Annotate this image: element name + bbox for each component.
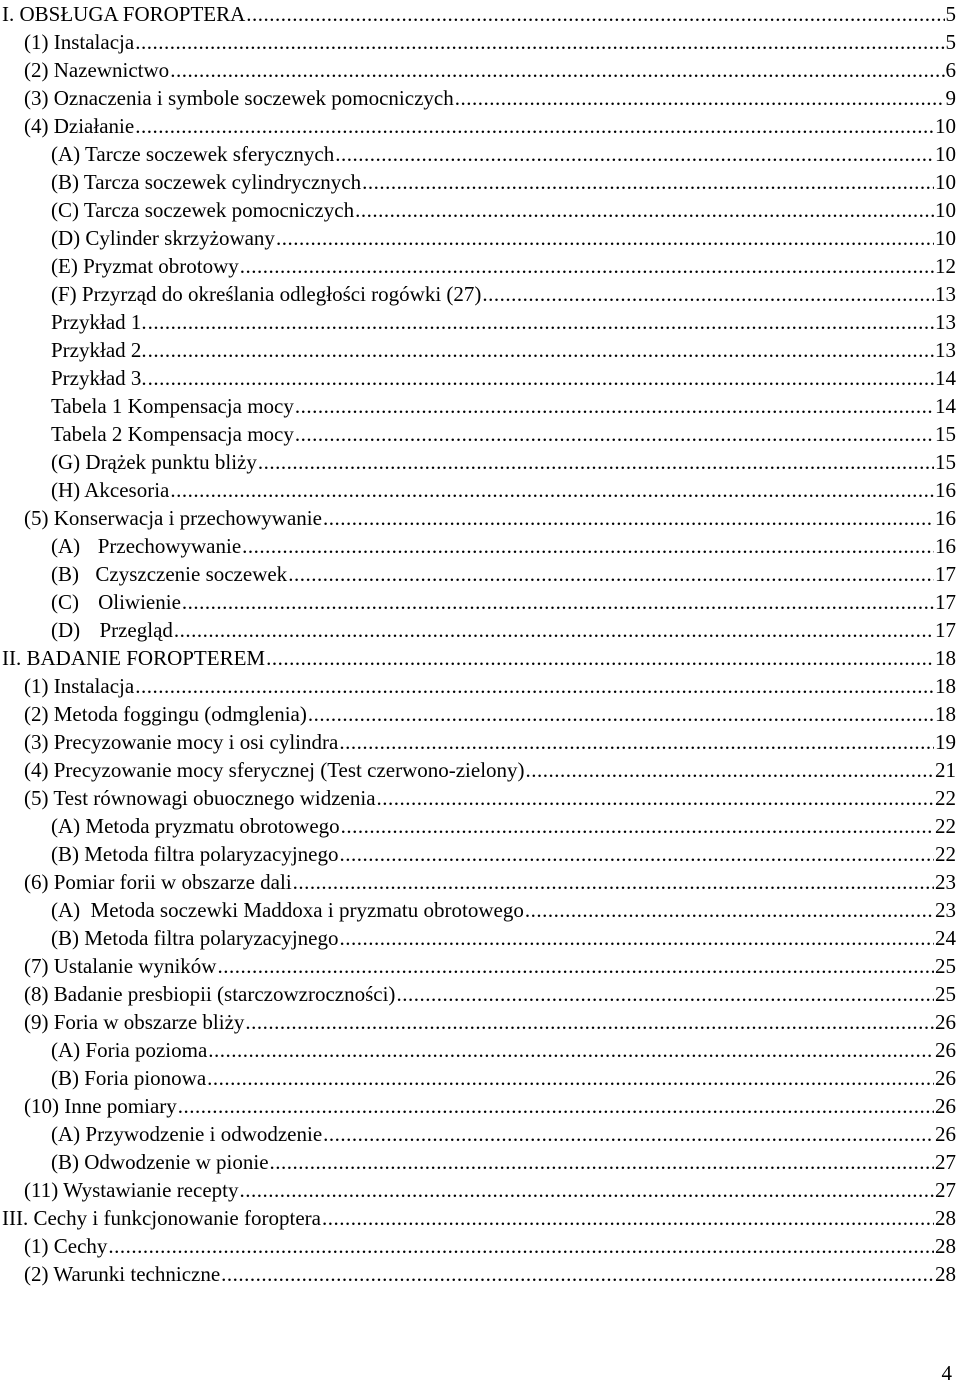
toc-entry-page: 22 [935, 786, 956, 810]
toc-entry[interactable] [24, 980, 956, 1008]
toc-entry-page: 14 [935, 394, 956, 418]
toc-leader-dots [148, 364, 934, 392]
toc-entry-page: 17 [935, 562, 956, 586]
toc-leader-dots [245, 1008, 934, 1036]
toc-leader-dots [217, 952, 934, 980]
toc-entry-title: (9) Foria w obszarze bliży [24, 1010, 245, 1034]
toc-entry-page: 13 [935, 338, 956, 362]
toc-entry-title: Przykład 3. [51, 366, 147, 390]
toc-entry-page: 13 [935, 282, 956, 306]
toc-leader-dots [240, 252, 934, 280]
toc-leader-dots [182, 588, 934, 616]
toc-entry-page: 18 [935, 702, 956, 726]
toc-leader-dots [322, 1204, 934, 1232]
toc-entry-page: 10 [935, 170, 956, 194]
toc-entry-title: (2) Metoda foggingu (odmglenia) [24, 702, 307, 726]
toc-entry-page: 16 [935, 478, 956, 502]
toc-entry-title: (C) Tarcza soczewek pomocniczych [51, 198, 355, 222]
toc-entry-title: (5) Test równowagi obuocznego widzenia [24, 786, 376, 810]
toc-entry-page: 16 [935, 534, 956, 558]
toc-entry-title: Tabela 1 Kompensacja mocy [51, 394, 294, 418]
toc-entry-page: 26 [935, 1122, 956, 1146]
toc-entry-page: 26 [935, 1010, 956, 1034]
toc-leader-dots [148, 308, 934, 336]
toc-entry-page: 26 [935, 1038, 956, 1062]
toc-entry-page: 22 [935, 842, 956, 866]
toc-entry-title: (H) Akcesoria [51, 478, 170, 502]
toc-leader-dots [135, 112, 934, 140]
toc-entry-page: 18 [935, 674, 956, 698]
toc-entry-page: 28 [935, 1206, 956, 1230]
toc-entry[interactable] [51, 280, 956, 308]
toc-entry-page: 16 [935, 506, 956, 530]
toc-leader-dots [135, 672, 934, 700]
toc-leader-dots [276, 224, 934, 252]
toc-entry-page: 12 [935, 254, 956, 278]
toc-leader-dots [207, 1064, 934, 1092]
toc-entry-title: (11) Wystawianie recepty [24, 1178, 239, 1202]
toc-entry-title: (4) Precyzowanie mocy sferycznej (Test czerwono-zielony) [24, 758, 525, 782]
toc-entry[interactable] [24, 112, 956, 140]
toc-entry-title: (B) Odwodzenie w pionie [51, 1150, 269, 1174]
toc-entry-title: (A) Przywodzenie i odwodzenie [51, 1122, 323, 1146]
toc-entry-page: 17 [935, 618, 956, 642]
toc-entry[interactable] [51, 812, 956, 840]
toc-entry[interactable] [24, 1008, 956, 1036]
toc-entry[interactable] [51, 616, 956, 644]
toc-entry-title: Przegląd [99, 618, 173, 642]
toc-entry[interactable] [24, 1232, 956, 1260]
toc-leader-dots [258, 448, 934, 476]
toc-entry-page: 9 [945, 86, 956, 110]
toc-leader-dots [482, 280, 934, 308]
toc-entry[interactable] [51, 896, 956, 924]
toc-entry-page: 22 [935, 814, 956, 838]
toc-entry-title: (3) Oznaczenia i symbole soczewek pomocniczych [24, 86, 454, 110]
toc-entry-page: 27 [935, 1150, 956, 1174]
toc-leader-dots [295, 392, 934, 420]
toc-leader-dots [293, 868, 934, 896]
toc-entry[interactable] [51, 560, 956, 588]
toc-leader-dots [174, 616, 934, 644]
toc-entry-title: Metoda soczewki Maddoxa i pryzmatu obrotowego [90, 898, 524, 922]
toc-entry-title: (B) Metoda filtra polaryzacyjnego [51, 926, 339, 950]
toc-entry-title: Przechowywanie [97, 534, 242, 558]
toc-leader-dots [295, 420, 934, 448]
toc-entry[interactable] [51, 588, 956, 616]
toc-entry[interactable] [51, 1036, 956, 1064]
toc-entry-title: (A) Tarcze soczewek sferycznych [51, 142, 335, 166]
toc-entry[interactable] [24, 672, 956, 700]
toc-entry-title: Oliwienie [98, 590, 181, 614]
toc-entry-title: III. Cechy i funkcjonowanie foroptera [2, 1206, 321, 1230]
toc-leader-dots [323, 504, 934, 532]
toc-leader-dots [208, 1036, 934, 1064]
toc-entry-title: (E) Pryzmat obrotowy [51, 254, 239, 278]
toc-entry-number: (A) [51, 534, 81, 558]
toc-entry[interactable] [51, 1120, 956, 1148]
toc-entry-title: II. BADANIE FOROPTEREM [2, 646, 266, 670]
toc-entry-page: 15 [935, 450, 956, 474]
toc-entry-number: (A) [51, 898, 81, 922]
toc-entry[interactable] [51, 420, 956, 448]
toc-entry-title: Czyszczenie soczewek [95, 562, 288, 586]
toc-entry[interactable] [51, 336, 956, 364]
toc-entry-title: (A) Foria pozioma [51, 1038, 208, 1062]
toc-entry-number: (B) [51, 562, 79, 586]
toc-entry-page: 24 [935, 926, 956, 950]
toc-leader-dots [108, 1232, 934, 1260]
toc-entry-title: (B) Metoda filtra polaryzacyjnego [51, 842, 339, 866]
toc-entry-title: (8) Badanie presbiopii (starczowzroczności) [24, 982, 396, 1006]
toc-entry[interactable] [51, 392, 956, 420]
toc-entry-number: (D) [51, 618, 81, 642]
toc-entry-title: (7) Ustalanie wyników [24, 954, 217, 978]
toc-leader-dots [178, 1092, 934, 1120]
toc-entry-page: 25 [935, 954, 956, 978]
toc-entry[interactable] [51, 224, 956, 252]
toc-entry[interactable] [24, 28, 956, 56]
toc-leader-dots [288, 560, 934, 588]
toc-entry[interactable] [51, 140, 956, 168]
toc-entry[interactable] [51, 448, 956, 476]
toc-leader-dots [339, 840, 934, 868]
toc-entry[interactable] [51, 1148, 956, 1176]
toc-entry-title: Przykład 1. [51, 310, 147, 334]
toc-entry[interactable] [24, 700, 956, 728]
toc-leader-dots [266, 644, 934, 672]
toc-entry[interactable] [51, 168, 956, 196]
toc-leader-dots [377, 784, 934, 812]
toc-entry-title: (1) Instalacja [24, 30, 135, 54]
toc-leader-dots [308, 700, 934, 728]
toc-entry-page: 17 [935, 590, 956, 614]
toc-leader-dots [339, 728, 934, 756]
toc-leader-dots [396, 980, 934, 1008]
toc-entry-page: 5 [945, 2, 956, 26]
toc-entry-page: 23 [935, 898, 956, 922]
toc-entry-page: 25 [935, 982, 956, 1006]
toc-entry[interactable] [24, 756, 956, 784]
toc-entry[interactable] [24, 868, 956, 896]
toc-leader-dots [242, 532, 934, 560]
toc-entry-page: 15 [935, 422, 956, 446]
toc-entry-page: 10 [935, 226, 956, 250]
toc-entry-title: (1) Instalacja [24, 674, 135, 698]
toc-entry[interactable] [24, 1092, 956, 1120]
toc-leader-dots [323, 1120, 934, 1148]
toc-entry-number: (C) [51, 590, 79, 614]
toc-leader-dots [170, 56, 944, 84]
toc-entry[interactable] [51, 252, 956, 280]
toc-leader-dots [170, 476, 934, 504]
toc-entry[interactable] [51, 476, 956, 504]
toc-entry-title: I. OBSŁUGA FOROPTERA [2, 2, 246, 26]
toc-entry[interactable] [24, 84, 956, 112]
toc-entry-page: 10 [935, 142, 956, 166]
toc-entry-page: 28 [935, 1262, 956, 1286]
toc-entry[interactable] [24, 56, 956, 84]
toc-entry-page: 26 [935, 1094, 956, 1118]
toc-entry[interactable] [2, 644, 956, 672]
toc-entry-page: 6 [945, 58, 956, 82]
toc-entry-title: (10) Inne pomiary [24, 1094, 177, 1118]
toc-entry-title: (3) Precyzowanie mocy i osi cylindra [24, 730, 339, 754]
toc-entry[interactable] [51, 840, 956, 868]
toc-entry[interactable] [24, 1260, 956, 1288]
toc-entry-title: (B) Foria pionowa [51, 1066, 207, 1090]
toc-entry[interactable] [51, 532, 956, 560]
toc-entry-title: (G) Drążek punktu bliży [51, 450, 257, 474]
toc-entry-page: 10 [935, 198, 956, 222]
toc-entry-title: (B) Tarcza soczewek cylindrycznych [51, 170, 362, 194]
toc-entry[interactable] [2, 1204, 956, 1232]
toc-entry-title: Tabela 2 Kompensacja mocy [51, 422, 294, 446]
toc-leader-dots [362, 168, 934, 196]
toc-entry[interactable] [24, 952, 956, 980]
toc-leader-dots [221, 1260, 934, 1288]
toc-leader-dots [135, 28, 944, 56]
toc-entry-title: (2) Nazewnictwo [24, 58, 170, 82]
toc-entry-page: 23 [935, 870, 956, 894]
toc-entry-title: (D) Cylinder skrzyżowany [51, 226, 275, 250]
toc-leader-dots [239, 1176, 934, 1204]
toc-entry[interactable] [24, 504, 956, 532]
toc-leader-dots [341, 812, 934, 840]
toc-entry-title: (A) Metoda pryzmatu obrotowego [51, 814, 340, 838]
toc-entry[interactable] [24, 728, 956, 756]
toc-leader-dots [355, 196, 934, 224]
toc-entry[interactable] [2, 0, 956, 28]
toc-leader-dots [455, 84, 945, 112]
toc-entry-title: (1) Cechy [24, 1234, 108, 1258]
toc-entry-page: 5 [945, 30, 956, 54]
toc-entry[interactable] [51, 308, 956, 336]
toc-entry-page: 13 [935, 310, 956, 334]
toc-entry-title: (6) Pomiar forii w obszarze dali [24, 870, 292, 894]
toc-entry[interactable] [51, 196, 956, 224]
toc-leader-dots [526, 756, 934, 784]
toc-entry-title: (4) Działanie [24, 114, 135, 138]
toc-entry-page: 10 [935, 114, 956, 138]
toc-entry[interactable] [51, 924, 956, 952]
toc-entry-page: 26 [935, 1066, 956, 1090]
toc-leader-dots [335, 140, 934, 168]
toc-entry[interactable] [24, 784, 956, 812]
toc-entry-page: 28 [935, 1234, 956, 1258]
toc-entry-title: Przykład 2. [51, 338, 147, 362]
toc-entry-page: 21 [935, 758, 956, 782]
toc-leader-dots [246, 0, 944, 28]
toc-entry[interactable] [51, 1064, 956, 1092]
toc-entry-page: 27 [935, 1178, 956, 1202]
toc-leader-dots [339, 924, 934, 952]
toc-entry[interactable] [51, 364, 956, 392]
toc-entry-page: 14 [935, 366, 956, 390]
toc-leader-dots [270, 1148, 934, 1176]
toc-entry[interactable] [24, 1176, 956, 1204]
toc-entry-title: (2) Warunki techniczne [24, 1262, 221, 1286]
toc-leader-dots [525, 896, 934, 924]
toc-entry-title: (5) Konserwacja i przechowywanie [24, 506, 322, 530]
toc-leader-dots [148, 336, 934, 364]
toc-entry-page: 18 [935, 646, 956, 670]
toc-entry-title: (F) Przyrząd do określania odległości rogówki (27) [51, 282, 482, 306]
toc-entry-page: 19 [935, 730, 956, 754]
page-number: 4 [941, 1361, 952, 1385]
